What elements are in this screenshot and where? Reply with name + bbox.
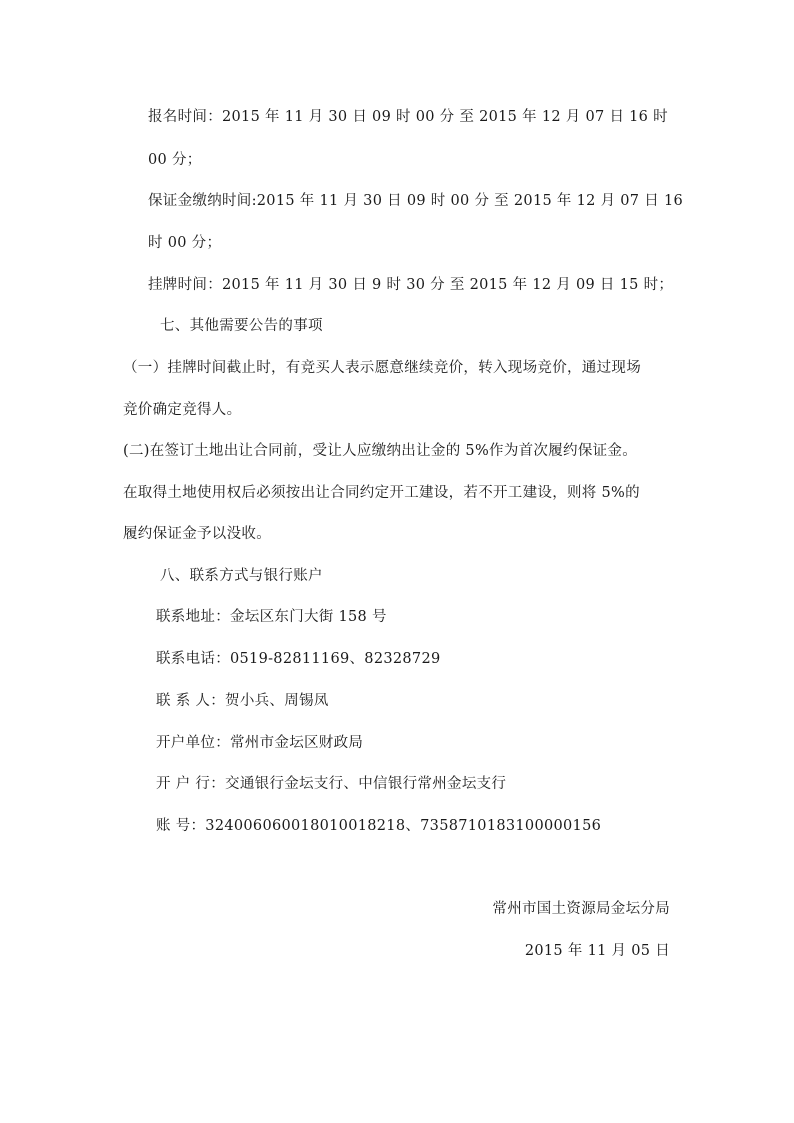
account-unit: 开户单位：常州市金坛区财政局	[156, 735, 364, 751]
contact-person: 联 系 人：贺小兵、周锡凤	[156, 693, 329, 709]
registration-time-line-1: 报名时间：2015 年 11 月 30 日 09 时 00 分 至 2015 年 12 月 07 日 16 时	[148, 109, 668, 125]
section-8-heading: 八、联系方式与银行账户	[160, 568, 323, 584]
section-7-heading: 七、其他需要公告的事项	[160, 318, 323, 334]
section-7-item-1-line-2: 竞价确定竞得人。	[123, 402, 242, 418]
registration-time-line-2: 00 分；	[148, 152, 202, 168]
contact-address: 联系地址：金坛区东门大街 158 号	[156, 609, 387, 625]
section-7-item-2-line-1: (二)在签订土地出让合同前，受让人应缴纳出让金的 5%作为首次履约保证金。	[123, 443, 638, 459]
deposit-time-line-2: 时 00 分；	[148, 235, 222, 251]
section-7-item-1-line-1: （一）挂牌时间截止时，有竞买人表示愿意继续竞价，转入现场竞价，通过现场	[123, 360, 641, 376]
bank-name: 开 户 行：交通银行金坛支行、中信银行常州金坛支行	[156, 776, 507, 792]
section-7-item-2-line-2: 在取得土地使用权后必须按出让合同约定开工建设，若不开工建设，则将 5%的	[123, 485, 640, 501]
signature-date: 2015 年 11 月 05 日	[524, 943, 670, 959]
contact-phone: 联系电话：0519-82811169、82328729	[156, 651, 441, 667]
section-7-item-2-line-3: 履约保证金予以没收。	[123, 526, 271, 542]
signature-organization: 常州市国土资源局金坛分局	[492, 901, 670, 917]
listing-time: 挂牌时间：2015 年 11 月 30 日 9 时 30 分 至 2015 年 12 月 09 日 15 时；	[148, 277, 674, 293]
deposit-time-line-1: 保证金缴纳时间:2015 年 11 月 30 日 09 时 00 分 至 2015 年 12 月 07 日 16	[148, 193, 683, 209]
account-number: 账 号：3240060600180100182​18、7358710183100000156	[156, 818, 602, 834]
